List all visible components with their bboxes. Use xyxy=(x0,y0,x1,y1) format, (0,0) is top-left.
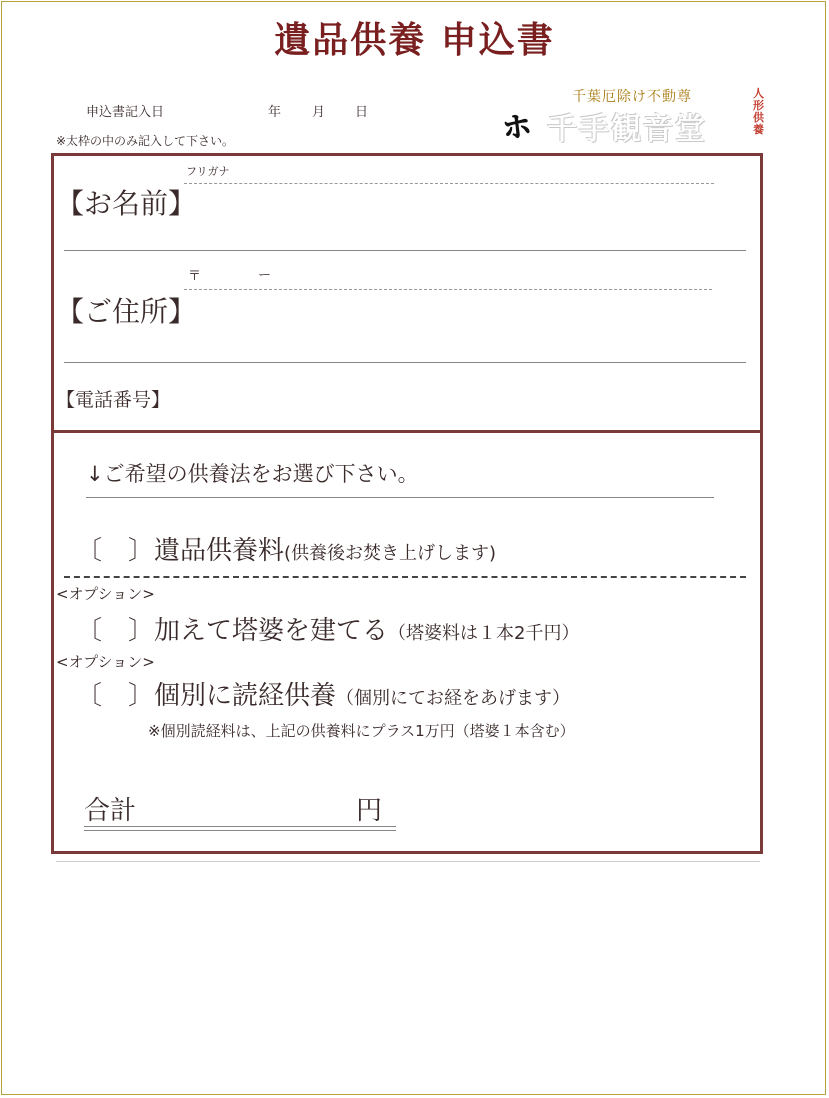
name-field[interactable] xyxy=(64,250,746,251)
option-sutra-note: （個別にてお経をあげます） xyxy=(336,688,571,709)
option-stupa-label: 〔 〕加えて塔婆を建てる xyxy=(76,616,389,646)
address-label: 【ご住所】 xyxy=(56,295,197,328)
phone-label: 【電話番号】 xyxy=(56,389,171,411)
option-tag-2: <オプション> xyxy=(56,653,155,671)
bottom-rule xyxy=(56,861,760,862)
main-item-checkbox[interactable] xyxy=(76,530,496,567)
date-year: 年 xyxy=(268,105,282,120)
total-field[interactable] xyxy=(84,826,396,827)
logo-subtitle: 千葉厄除け不動尊 xyxy=(572,89,692,105)
main-item-note: (供養後お焚き上げします) xyxy=(284,543,497,564)
fill-instruction: ※太枠の中のみ記入して下さい。 xyxy=(56,134,235,148)
page-title: 遺品供養 申込書 xyxy=(274,20,555,61)
temple-logo xyxy=(497,82,777,146)
total-label: 合計 xyxy=(84,796,137,826)
main-item-label: 〔 〕遺品供養料 xyxy=(76,536,285,566)
name-label: 【お名前】 xyxy=(56,187,197,220)
option-stupa-checkbox[interactable] xyxy=(76,610,579,647)
sanskrit-mark-icon: ㇹ xyxy=(495,98,538,147)
divider xyxy=(64,576,746,578)
logo-vertical-text: 人形供養 xyxy=(753,87,764,136)
date-day: 日 xyxy=(355,105,369,120)
options-instruction: ↓ご希望の供養法をお選び下さい。 xyxy=(86,462,419,486)
total-double-underline xyxy=(84,830,396,831)
furigana-label: フリガナ xyxy=(186,165,230,178)
option-sutra-fee-note: ※個別読経料は、上記の供養料にプラス1万円（塔婆１本含む） xyxy=(148,722,575,740)
logo-main-text: 千手観音堂 xyxy=(547,112,707,147)
option-stupa-note: （塔婆料は１本2千円） xyxy=(388,623,580,644)
option-sutra-label: 〔 〕個別に読経供養 xyxy=(76,681,337,711)
total-unit: 円 xyxy=(356,796,383,826)
furigana-field[interactable] xyxy=(184,183,714,184)
date-label: 申込書記入日 xyxy=(86,105,165,120)
date-month: 月 xyxy=(312,105,326,120)
instruction-underline xyxy=(86,497,714,498)
postal-mark: 〒 xyxy=(188,269,202,284)
address-field[interactable] xyxy=(64,362,746,363)
option-sutra-checkbox[interactable] xyxy=(76,675,570,712)
postal-code-field[interactable] xyxy=(184,289,712,290)
option-tag-1: <オプション> xyxy=(56,585,155,603)
postal-dash: ー xyxy=(258,268,272,283)
